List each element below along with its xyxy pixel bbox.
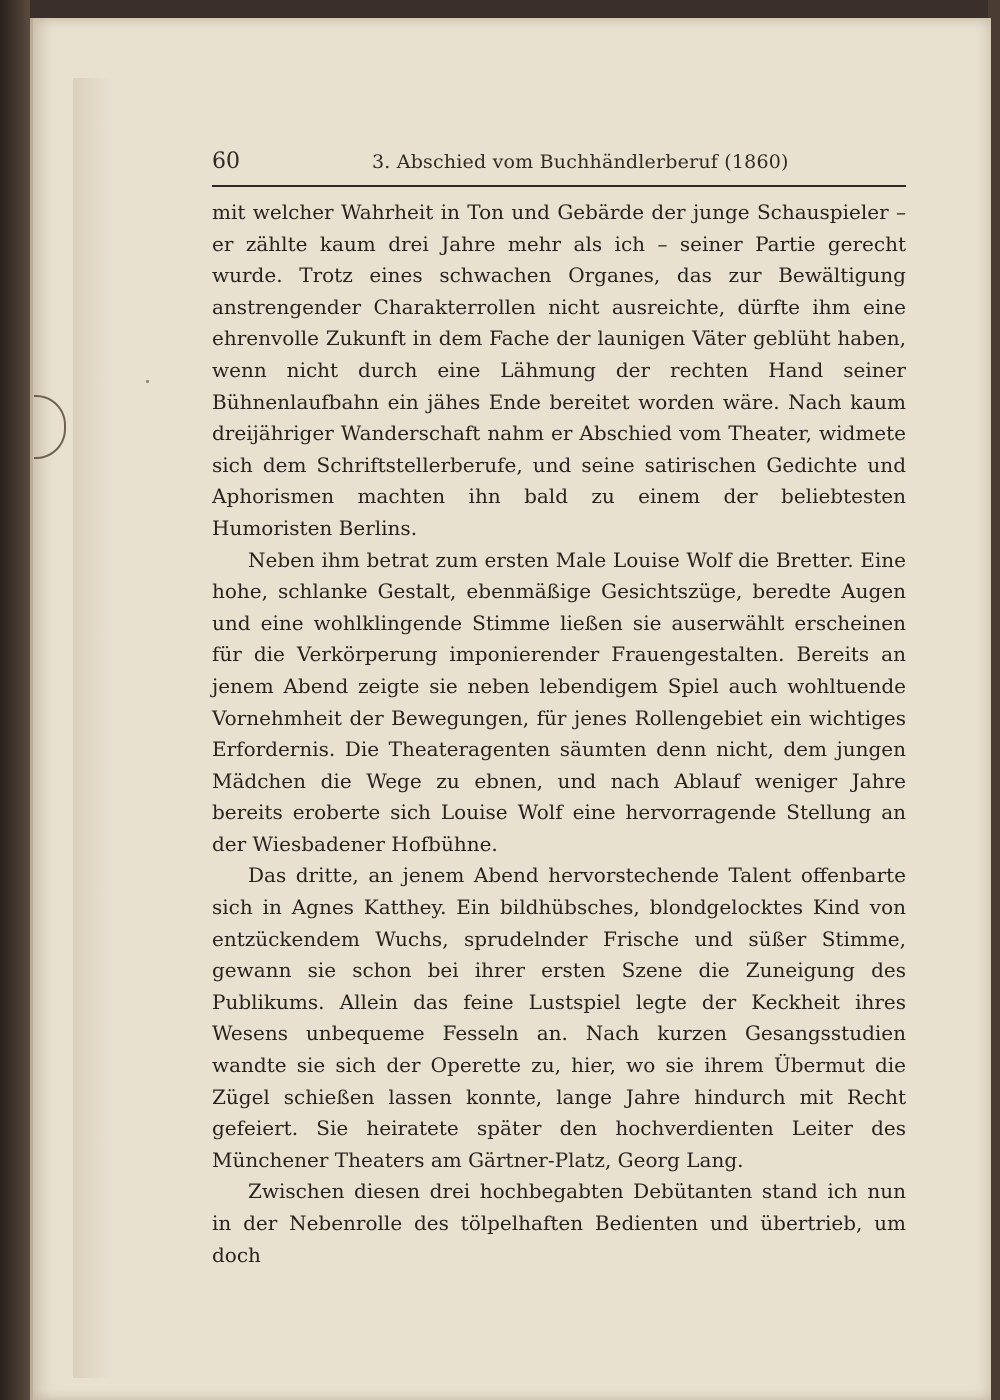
page-speck [146,380,149,383]
running-head: 3. Abschied vom Buchhändlerberuf (1860) [372,151,789,173]
paragraph-4: Zwischen diesen drei hochbegabten Debütanten stand ich nun in der Nebenrolle des tölpelhaften Bedienten und übertrieb, um doch [212,1179,906,1267]
page-gutter-shadow [73,78,113,1378]
page-body [212,197,906,1271]
paragraph-3: Das dritte, an jenem Abend hervorstechende Talent offenbarte sich in Agnes Katthey. Ein bildhübsches, blondgelocktes Kind von entzückendem Wuchs, sprudelnder Frische und süßer Stimme, gewann sie schon bei ihrer ersten Szene die Zuneigung des Publikums. Allein das feine Lustspiel legte der Keckheit ihres Wesens unbequeme Fesseln an. Nach kurzen Gesangsstudien wandte sie sich der Operette zu, hier, wo sie ihrem Übermut die Zügel schießen lassen konnte, lange Jahre hindurch mit Recht gefeiert. Sie heiratete später den hochverdienten Leiter des Münchener Theaters am Gärtner-Platz, Georg Lang. [212,863,906,1172]
page-number: 60 [212,149,240,174]
book-binding-edge [0,0,30,1400]
paragraph-1: mit welcher Wahrheit in Ton und Gebärde der junge Schauspieler – er zählte kaum drei Jahre mehr als ich – seiner Partie gerecht wurde. Trotz eines schwachen Organes, das zur Bewältigung anstrengender Charakterrollen nicht ausreichte, dürfte ihm eine ehrenvolle Zukunft in dem Fache der launigen Väter geblüht haben, wenn nicht durch eine Lähmung der rechten Hand seiner Bühnenlaufbahn ein jähes Ende bereitet worden wäre. Nach kaum dreijähriger Wanderschaft nahm er Abschied vom Theater, widmete sich dem Schriftstellerberufe, und seine satirischen Gedichte und Aphorismen machten ihn bald zu einem der beliebtesten Humoristen Berlins. [212,200,906,540]
page-header [212,145,906,187]
paragraph-2: Neben ihm betrat zum ersten Male Louise Wolf die Bretter. Eine hohe, schlanke Gestalt, ebenmäßige Gesichtszüge, beredte Augen und eine wohlklingende Stimme ließen sie auserwählt erscheinen für die Verkörperung imponierender Frauengestalten. Bereits an jenem Abend zeigte sie neben lebendigem Spiel auch wohltuende Vornehmheit der Bewegungen, für jenes Rollengebiet ein wichtiges Erfordernis. Die Theateragenten säumten denn nicht, dem jungen Mädchen die Wege zu ebnen, und nach Ablauf weniger Jahre bereits eroberte sich Louise Wolf eine hervorragende Stellung an der Wiesbadener Hofbühne. [212,547,906,856]
